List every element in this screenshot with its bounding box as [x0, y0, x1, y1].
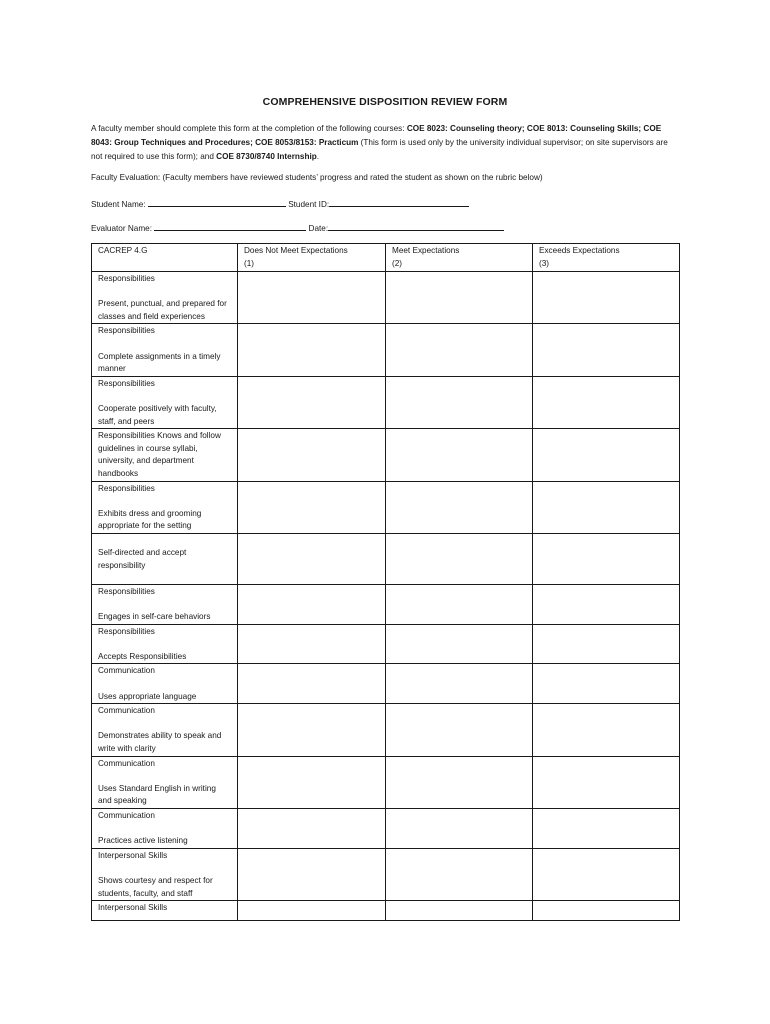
criterion-description: Demonstrates ability to speak and write with clarity — [98, 731, 222, 753]
criterion-description: Cooperate positively with faculty, staff, and peers — [98, 403, 217, 426]
header-line-1: Does Not Meet Expectations — [244, 246, 348, 255]
header-cell — [92, 244, 238, 272]
rating-cell-meets[interactable] — [386, 624, 533, 664]
rating-cell-exceeds[interactable] — [533, 808, 680, 848]
table-row — [92, 584, 680, 624]
criterion-category: Responsibilities — [98, 483, 155, 493]
rating-cell-does-not-meet[interactable] — [238, 624, 386, 664]
criterion-cell — [92, 848, 238, 900]
rating-cell-does-not-meet[interactable] — [238, 481, 386, 533]
criterion-cell — [92, 624, 238, 664]
date-field[interactable] — [328, 221, 504, 231]
table-row — [92, 704, 680, 756]
criterion-cell — [92, 704, 238, 756]
criterion-category: Responsibilities — [98, 274, 155, 283]
student-name-label: Student Name: — [91, 200, 146, 209]
evaluator-name-field[interactable] — [154, 221, 306, 231]
table-row — [92, 376, 680, 428]
criterion-category: Responsibilities — [98, 586, 155, 596]
criterion-cell — [92, 376, 238, 428]
criterion-cell — [92, 584, 238, 624]
criterion-cell — [92, 664, 238, 704]
rating-cell-exceeds[interactable] — [533, 481, 680, 533]
student-name-field[interactable] — [148, 197, 286, 207]
rating-cell-exceeds[interactable] — [533, 584, 680, 624]
cell-spacer — [98, 718, 231, 731]
header-cell — [533, 244, 680, 272]
intro-text-2: (This form is used only by the university individual supervisor; on site supervisors are not required to use this form); and — [91, 138, 668, 161]
faculty-evaluation-note: Faculty Evaluation: (Faculty members have reviewed students’ progress and rated the student as shown on the rubric below) — [91, 173, 543, 182]
rating-cell-does-not-meet[interactable] — [238, 704, 386, 756]
criterion-description: Uses appropriate language — [98, 691, 197, 701]
evaluator-line — [91, 221, 691, 235]
cell-spacer — [98, 823, 231, 836]
rating-cell-meets[interactable] — [386, 429, 533, 481]
rating-cell-exceeds[interactable] — [533, 429, 680, 481]
criterion-category: Communication — [98, 706, 155, 716]
criterion-description: Complete assignments in a timely manner — [98, 351, 221, 374]
header-line-2: (2) — [392, 258, 403, 268]
criterion-category: Communication — [98, 758, 155, 768]
intro-text-1: A faculty member should complete this form at the completion of the following courses: — [91, 124, 407, 133]
cell-spacer — [98, 598, 231, 611]
criterion-category: Interpersonal Skills — [98, 850, 168, 860]
criterion-description: Uses Standard English in writing and speaking — [98, 783, 216, 806]
criterion-category: Responsibilities — [98, 378, 155, 388]
table-row — [92, 808, 680, 848]
page-title: COMPREHENSIVE DISPOSITION REVIEW FORM — [262, 96, 508, 108]
evaluator-name-label: Evaluator Name: — [91, 224, 152, 233]
rating-cell-exceeds[interactable] — [533, 324, 680, 376]
rating-cell-exceeds[interactable] — [533, 376, 680, 428]
rating-cell-exceeds[interactable] — [533, 533, 680, 584]
criterion-category: Responsibilities Knows and follow guidelines in course syllabi, university, and department handbooks — [98, 431, 221, 478]
criterion-category: Responsibilities — [98, 326, 155, 336]
criterion-cell — [92, 272, 238, 324]
intro-internship: COE 8730/8740 Internship — [216, 152, 317, 161]
table-row — [92, 848, 680, 900]
table-row — [92, 624, 680, 664]
table-row — [92, 272, 680, 324]
cell-spacer — [98, 862, 231, 875]
table-row — [92, 533, 680, 584]
criterion-category: Communication — [98, 810, 155, 820]
header-cell — [238, 244, 386, 272]
criterion-cell — [92, 533, 238, 584]
rating-cell-meets[interactable] — [386, 533, 533, 584]
rating-cell-does-not-meet[interactable] — [238, 324, 386, 376]
criterion-category: Interpersonal Skills — [98, 903, 168, 913]
criterion-description: Exhibits dress and grooming appropriate for the setting — [98, 508, 202, 531]
cell-spacer — [98, 638, 231, 651]
criterion-description: Present, punctual, and prepared for classes and field experiences — [98, 299, 227, 321]
table-row — [92, 901, 680, 921]
rating-cell-meets[interactable] — [386, 324, 533, 376]
rating-cell-does-not-meet[interactable] — [238, 756, 386, 808]
criterion-cell — [92, 756, 238, 808]
intro-text-3: . — [316, 152, 320, 161]
rating-cell-exceeds[interactable] — [533, 272, 680, 324]
rating-cell-meets[interactable] — [386, 376, 533, 428]
rating-cell-meets[interactable] — [386, 272, 533, 324]
rating-cell-exceeds[interactable] — [533, 756, 680, 808]
header-line-2: (1) — [244, 258, 255, 268]
rating-cell-does-not-meet[interactable] — [238, 272, 386, 324]
rating-cell-does-not-meet[interactable] — [238, 664, 386, 704]
header-line-1: Exceeds Expectations — [539, 246, 620, 255]
header-line-2: (3) — [539, 258, 550, 268]
rating-cell-exceeds[interactable] — [533, 664, 680, 704]
criterion-category: Communication — [98, 666, 155, 676]
cell-spacer — [98, 535, 231, 548]
rating-cell-does-not-meet[interactable] — [238, 429, 386, 481]
criterion-cell — [92, 901, 238, 921]
cell-spacer — [98, 770, 231, 783]
student-id-field[interactable] — [329, 197, 469, 207]
rating-cell-exceeds[interactable] — [533, 848, 680, 900]
rating-cell-does-not-meet[interactable] — [238, 808, 386, 848]
criterion-cell — [92, 808, 238, 848]
criterion-description: Self-directed and accept responsibility — [98, 548, 187, 571]
student-line — [91, 197, 691, 211]
cell-spacer — [98, 390, 231, 403]
criterion-description: Accepts Responsibilities — [98, 651, 187, 661]
rubric-table — [91, 243, 680, 921]
rating-cell-meets[interactable] — [386, 848, 533, 900]
rating-cell-exceeds[interactable] — [533, 624, 680, 664]
rating-cell-meets[interactable] — [386, 584, 533, 624]
rating-cell-does-not-meet[interactable] — [238, 533, 386, 584]
rating-cell-meets[interactable] — [386, 808, 533, 848]
criterion-cell — [92, 429, 238, 481]
table-row — [92, 324, 680, 376]
rating-cell-meets[interactable] — [386, 481, 533, 533]
rating-cell-meets[interactable] — [386, 901, 533, 921]
cell-spacer — [98, 678, 231, 691]
criterion-cell — [92, 324, 238, 376]
rating-cell-meets[interactable] — [386, 704, 533, 756]
criterion-description: Practices active listening — [98, 836, 188, 846]
rating-cell-exceeds[interactable] — [533, 901, 680, 921]
criterion-category: Responsibilities — [98, 626, 155, 636]
rating-cell-does-not-meet[interactable] — [238, 848, 386, 900]
intro-courses: COE 8023: Counseling theory; COE 8013: Counseling Skills; COE 8043: Group Techniques and Procedures; COE 8053/8153: Practicum — [91, 124, 662, 147]
table-row — [92, 756, 680, 808]
table-row — [92, 664, 680, 704]
rating-cell-does-not-meet[interactable] — [238, 376, 386, 428]
criterion-description: Shows courtesy and respect for students, faculty, and staff — [98, 875, 213, 898]
header-line-1: CACREP 4.G — [98, 246, 148, 255]
table-row — [92, 481, 680, 533]
rating-cell-meets[interactable] — [386, 664, 533, 704]
table-row — [92, 429, 680, 481]
date-label: Date: — [308, 224, 329, 233]
rating-cell-exceeds[interactable] — [533, 704, 680, 756]
intro-paragraph — [91, 122, 681, 164]
rating-cell-does-not-meet[interactable] — [238, 901, 386, 921]
rating-cell-does-not-meet[interactable] — [238, 584, 386, 624]
rating-cell-meets[interactable] — [386, 756, 533, 808]
cell-spacer — [98, 338, 231, 351]
cell-spacer — [98, 286, 231, 299]
header-cell — [386, 244, 533, 272]
criterion-cell — [92, 481, 238, 533]
header-line-1: Meet Expectations — [392, 246, 460, 255]
cell-spacer — [98, 495, 231, 508]
criterion-description: Engages in self-care behaviors — [98, 612, 211, 622]
student-id-label: Student ID: — [288, 200, 330, 209]
table-header-row — [92, 244, 680, 272]
